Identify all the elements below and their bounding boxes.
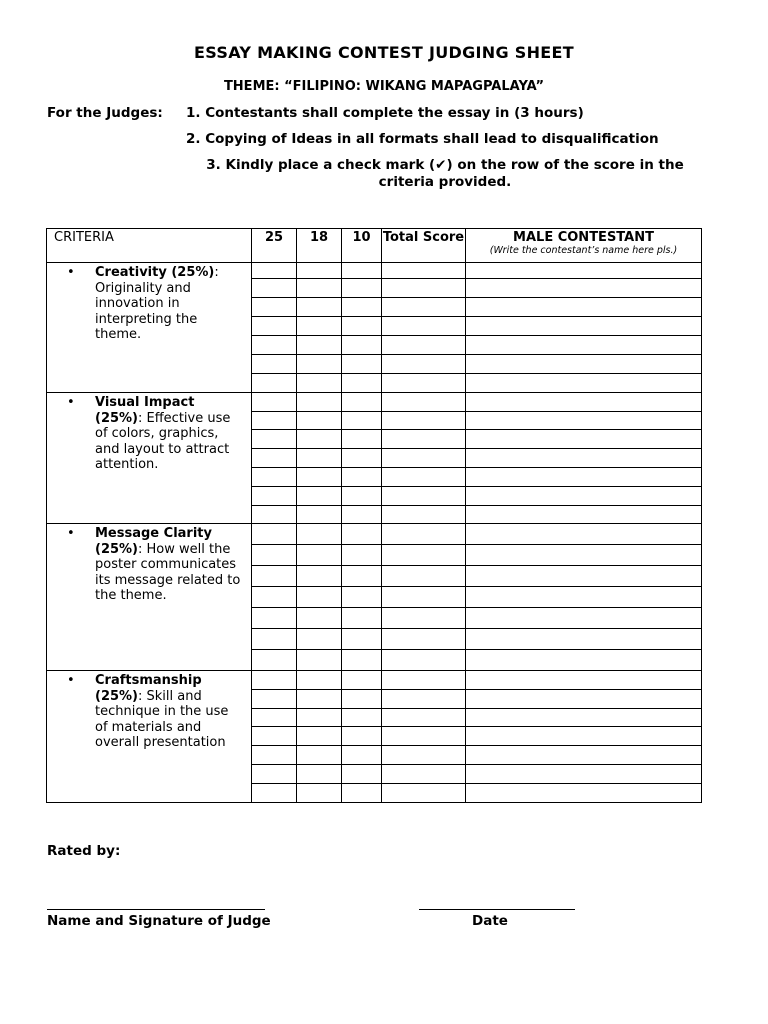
signature-line [47,909,265,910]
theme-line: THEME: “FILIPINO: WIKANG MAPAGPALAYA” [223,79,545,94]
instruction-1: 1. Contestants shall complete the essay in (3 hours) [186,105,584,121]
contestant-cell[interactable] [466,393,702,412]
score-10-cell[interactable] [342,727,382,746]
score-18-cell[interactable] [297,784,342,803]
score-18-cell[interactable] [297,449,342,468]
score-18-cell[interactable] [297,608,342,629]
score-10-cell[interactable] [342,608,382,629]
contestant-cell[interactable] [466,671,702,690]
contestant-cell[interactable] [466,566,702,587]
score-18-cell[interactable] [297,545,342,566]
total-score-cell[interactable] [382,374,466,393]
score-18-cell[interactable] [297,629,342,650]
header-score-18: 18 [297,229,342,263]
bullet-icon: • [67,673,75,688]
table-header-row [47,229,702,263]
rated-by-label: Rated by: [47,843,121,859]
table-row [47,524,702,545]
total-score-cell[interactable] [382,506,466,524]
total-score-cell[interactable] [382,430,466,449]
score-18-cell[interactable] [297,690,342,709]
score-18-cell[interactable] [297,709,342,727]
total-score-cell[interactable] [382,487,466,506]
score-18-cell[interactable] [297,263,342,279]
total-score-cell[interactable] [382,587,466,608]
total-score-cell[interactable] [382,279,466,298]
score-25-cell[interactable] [252,690,297,709]
score-10-cell[interactable] [342,355,382,374]
contestant-cell[interactable] [466,487,702,506]
table-row [47,393,702,412]
bullet-icon: • [67,526,75,541]
contestant-cell[interactable] [466,263,702,279]
table-row [47,671,702,690]
score-10-cell[interactable] [342,279,382,298]
total-score-cell[interactable] [382,317,466,336]
total-score-cell[interactable] [382,608,466,629]
instruction-3: 3. Kindly place a check mark (✔) on the row of the score in the criteria provided. [206,157,684,190]
total-score-cell[interactable] [382,393,466,412]
date-line [419,909,575,910]
contestant-cell[interactable] [466,317,702,336]
score-10-cell[interactable] [342,336,382,355]
score-25-cell[interactable] [252,279,297,298]
contestant-cell[interactable] [466,727,702,746]
score-25-cell[interactable] [252,587,297,608]
score-18-cell[interactable] [297,317,342,336]
score-25-cell[interactable] [252,506,297,524]
score-25-cell[interactable] [252,336,297,355]
judges-label: For the Judges: [47,105,163,121]
header-score-10: 10 [342,229,382,263]
score-10-cell[interactable] [342,374,382,393]
score-18-cell[interactable] [297,566,342,587]
score-10-cell[interactable] [342,709,382,727]
score-25-cell[interactable] [252,468,297,487]
contestant-cell[interactable] [466,298,702,317]
score-18-cell[interactable] [297,765,342,784]
score-10-cell[interactable] [342,671,382,690]
score-10-cell[interactable] [342,650,382,671]
contestant-cell[interactable] [466,765,702,784]
score-18-cell[interactable] [297,650,342,671]
contestant-cell[interactable] [466,746,702,765]
total-score-cell[interactable] [382,765,466,784]
total-score-cell[interactable] [382,566,466,587]
score-25-cell[interactable] [252,487,297,506]
total-score-cell[interactable] [382,709,466,727]
total-score-cell[interactable] [382,690,466,709]
page-title: ESSAY MAKING CONTEST JUDGING SHEET [194,43,574,62]
total-score-cell[interactable] [382,629,466,650]
total-score-cell[interactable] [382,524,466,545]
contestant-cell[interactable] [466,355,702,374]
criteria-description: : Effective use of colors, graphics, and layout to attract attention. [95,410,231,472]
score-10-cell[interactable] [342,690,382,709]
criteria-cell [47,524,252,671]
criteria-name: Message Clarity (25%) [95,526,212,557]
score-10-cell[interactable] [342,746,382,765]
score-25-cell[interactable] [252,671,297,690]
score-10-cell[interactable] [342,784,382,803]
contestant-cell[interactable] [466,524,702,545]
score-25-cell[interactable] [252,709,297,727]
criteria-cell [47,393,252,524]
total-score-cell[interactable] [382,468,466,487]
score-10-cell[interactable] [342,629,382,650]
signature-label: Name and Signature of Judge [47,913,271,929]
score-10-cell[interactable] [342,506,382,524]
total-score-cell[interactable] [382,298,466,317]
score-25-cell[interactable] [252,608,297,629]
score-10-cell[interactable] [342,298,382,317]
score-25-cell[interactable] [252,263,297,279]
score-18-cell[interactable] [297,746,342,765]
total-score-cell[interactable] [382,727,466,746]
score-10-cell[interactable] [342,449,382,468]
contestant-cell[interactable] [466,279,702,298]
contestant-cell[interactable] [466,336,702,355]
contestant-cell[interactable] [466,545,702,566]
score-18-cell[interactable] [297,587,342,608]
score-18-cell[interactable] [297,487,342,506]
score-25-cell[interactable] [252,650,297,671]
score-25-cell[interactable] [252,765,297,784]
table-row [47,263,702,279]
score-25-cell[interactable] [252,298,297,317]
score-10-cell[interactable] [342,487,382,506]
score-18-cell[interactable] [297,355,342,374]
criteria-description: : Originality and innovation in interpreting the theme. [95,265,219,342]
score-25-cell[interactable] [252,727,297,746]
score-18-cell[interactable] [297,336,342,355]
score-18-cell[interactable] [297,524,342,545]
total-score-cell[interactable] [382,449,466,468]
contestant-cell[interactable] [466,650,702,671]
score-18-cell[interactable] [297,430,342,449]
total-score-cell[interactable] [382,336,466,355]
total-score-cell[interactable] [382,263,466,279]
header-total-score: Total Score [382,229,466,263]
contestant-cell[interactable] [466,430,702,449]
criteria-text [95,526,245,604]
score-18-cell[interactable] [297,468,342,487]
score-10-cell[interactable] [342,393,382,412]
criteria-text [95,395,245,473]
score-25-cell[interactable] [252,524,297,545]
instruction-2: 2. Copying of Ideas in all formats shall lead to disqualification [186,131,659,147]
score-25-cell[interactable] [252,355,297,374]
header-contestant-note: (Write the contestant’s name here pls.) [489,245,678,256]
header-criteria: CRITERIA [47,229,252,263]
score-18-cell[interactable] [297,393,342,412]
contestant-cell[interactable] [466,709,702,727]
score-25-cell[interactable] [252,545,297,566]
score-18-cell[interactable] [297,506,342,524]
header-contestant-title: MALE CONTESTANT [513,230,654,245]
score-25-cell[interactable] [252,317,297,336]
score-18-cell[interactable] [297,727,342,746]
score-25-cell[interactable] [252,412,297,430]
contestant-cell[interactable] [466,608,702,629]
criteria-name: Craftsmanship (25%) [95,673,202,704]
score-10-cell[interactable] [342,412,382,430]
contestant-cell[interactable] [466,449,702,468]
score-25-cell[interactable] [252,393,297,412]
header-contestant [466,229,702,263]
criteria-name: Creativity (25%) [95,265,215,280]
contestant-cell[interactable] [466,506,702,524]
score-25-cell[interactable] [252,784,297,803]
score-25-cell[interactable] [252,746,297,765]
bullet-icon: • [67,265,75,280]
criteria-name: Visual Impact (25%) [95,395,195,426]
score-25-cell[interactable] [252,374,297,393]
score-10-cell[interactable] [342,566,382,587]
score-10-cell[interactable] [342,524,382,545]
contestant-cell[interactable] [466,784,702,803]
contestant-cell[interactable] [466,690,702,709]
score-25-cell[interactable] [252,566,297,587]
score-25-cell[interactable] [252,430,297,449]
contestant-cell[interactable] [466,587,702,608]
score-18-cell[interactable] [297,374,342,393]
header-score-25: 25 [252,229,297,263]
score-10-cell[interactable] [342,765,382,784]
score-10-cell[interactable] [342,263,382,279]
score-18-cell[interactable] [297,298,342,317]
criteria-description: : Skill and technique in the use of materials and overall presentation [95,688,229,750]
bullet-icon: • [67,395,75,410]
criteria-description: : How well the poster communicates its message related to the theme. [95,541,241,603]
total-score-cell[interactable] [382,784,466,803]
score-10-cell[interactable] [342,317,382,336]
score-18-cell[interactable] [297,279,342,298]
contestant-cell[interactable] [466,374,702,393]
total-score-cell[interactable] [382,355,466,374]
score-10-cell[interactable] [342,587,382,608]
score-10-cell[interactable] [342,468,382,487]
total-score-cell[interactable] [382,412,466,430]
criteria-text [95,265,245,343]
total-score-cell[interactable] [382,671,466,690]
criteria-cell [47,263,252,393]
contestant-cell[interactable] [466,468,702,487]
score-25-cell[interactable] [252,449,297,468]
total-score-cell[interactable] [382,650,466,671]
score-18-cell[interactable] [297,671,342,690]
score-25-cell[interactable] [252,629,297,650]
criteria-cell [47,671,252,803]
judging-table [46,228,702,803]
total-score-cell[interactable] [382,746,466,765]
date-label: Date [472,913,508,929]
contestant-cell[interactable] [466,629,702,650]
score-10-cell[interactable] [342,545,382,566]
score-18-cell[interactable] [297,412,342,430]
total-score-cell[interactable] [382,545,466,566]
criteria-text [95,673,245,751]
contestant-cell[interactable] [466,412,702,430]
score-10-cell[interactable] [342,430,382,449]
